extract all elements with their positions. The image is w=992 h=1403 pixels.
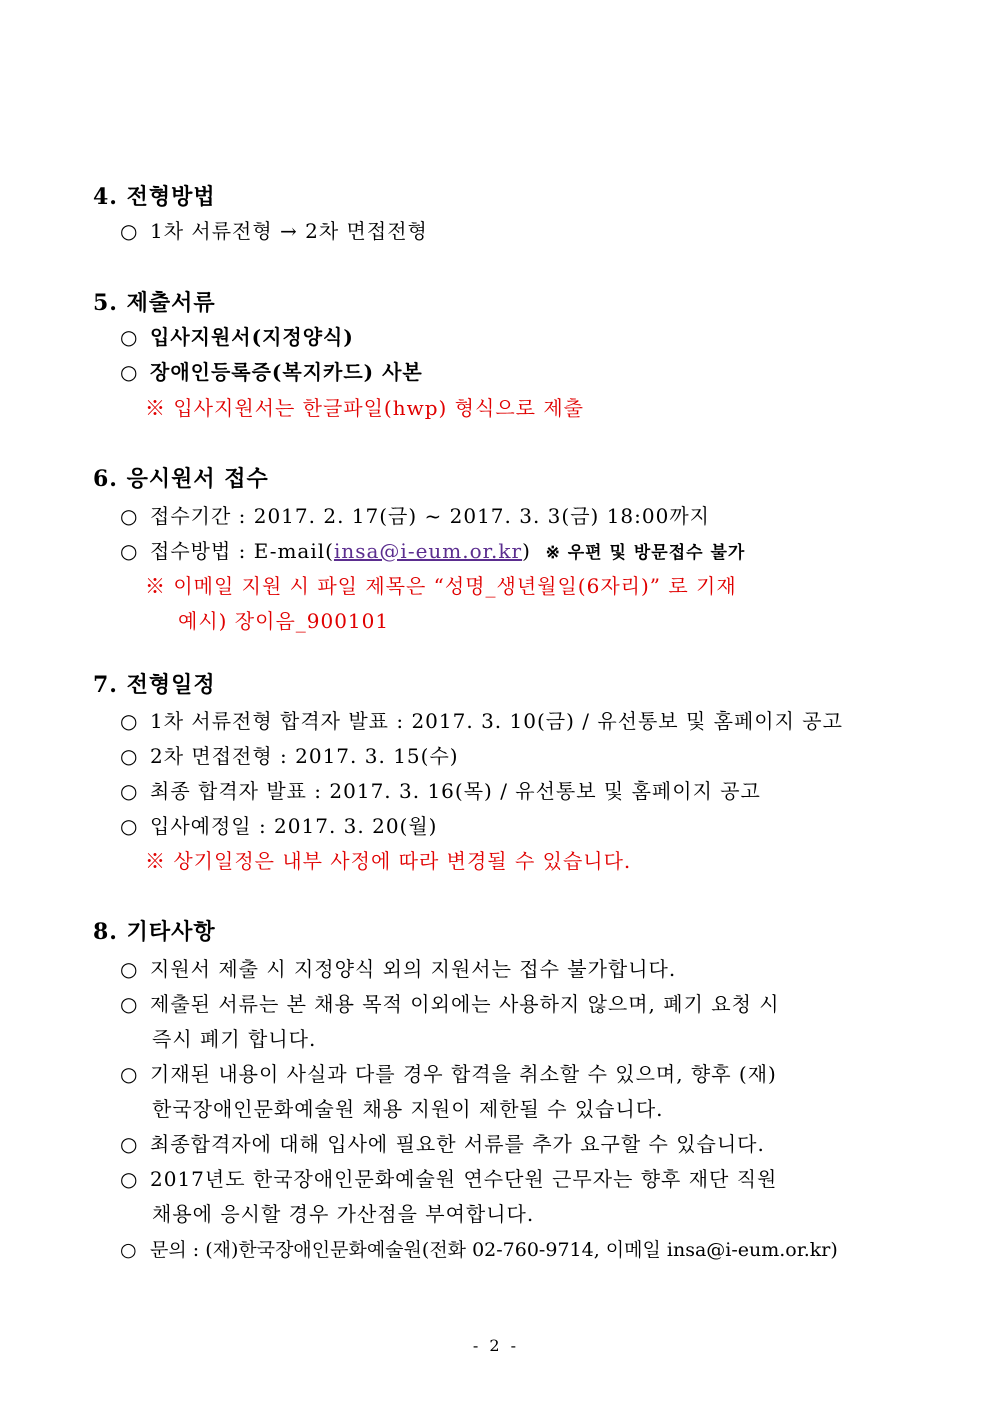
- email-link[interactable]: insa@i-eum.or.kr: [333, 539, 523, 563]
- section-8-item-1: ○ 지원서 제출 시 지정양식 외의 지원서는 접수 불가합니다.: [120, 957, 677, 981]
- section-6-period: ○ 접수기간 : 2017. 2. 17(금) ~ 2017. 3. 3(금) 18:00까지: [120, 504, 710, 528]
- bullet-icon: ○: [120, 1167, 139, 1191]
- section-7-item-start-date: ○ 입사예정일 : 2017. 3. 20(월): [120, 814, 438, 838]
- section-8-item-5-line2: 채용에 응시할 경우 가산점을 부여합니다.: [152, 1202, 535, 1226]
- section-7-item-final-result: ○ 최종 합격자 발표 : 2017. 3. 16(목) / 유선통보 및 홈페이지 공고: [120, 779, 761, 803]
- section-8-item-2-line1: ○ 제출된 서류는 본 채용 목적 이외에는 사용하지 않으며, 폐기 요청 시: [120, 992, 780, 1016]
- section-8-item-4: ○ 최종합격자에 대해 입사에 필요한 서류를 추가 요구할 수 있습니다.: [120, 1132, 765, 1156]
- bullet-icon: ○: [120, 744, 139, 768]
- section-8-title: 8. 기타사항: [93, 919, 216, 945]
- section-8-item-3-line2: 한국장애인문화예술원 채용 지원이 제한될 수 있습니다.: [152, 1097, 664, 1121]
- bullet-icon: ○: [120, 360, 139, 384]
- bullet-icon: ○: [120, 504, 139, 528]
- section-6-note-line2: 예시) 장이음_900101: [178, 609, 390, 633]
- section-7-item-interview: ○ 2차 면접전형 : 2017. 3. 15(수): [120, 744, 459, 768]
- section-7-title: 7. 전형일정: [93, 672, 216, 698]
- section-7-note: ※ 상기일정은 내부 사정에 따라 변경될 수 있습니다.: [145, 849, 632, 873]
- bullet-icon: ○: [120, 957, 139, 981]
- page-number: - 2 -: [472, 1336, 520, 1355]
- bullet-icon: ○: [120, 992, 139, 1016]
- section-5-note: ※ 입사지원서는 한글파일(hwp) 형식으로 제출: [145, 396, 584, 420]
- section-8-item-6: ○ 문의 : (재)한국장애인문화예술원(전화 02-760-9714, 이메일 insa@i-eum.or.kr): [120, 1239, 838, 1261]
- bullet-icon: ○: [120, 779, 139, 803]
- section-5-title: 5. 제출서류: [93, 290, 216, 316]
- section-6-method: ○ 접수방법 : E-mail(insa@i-eum.or.kr) ※ 우편 및 방문접수 불가: [120, 539, 746, 563]
- section-8-item-5-line1: ○ 2017년도 한국장애인문화예술원 연수단원 근무자는 향후 재단 직원: [120, 1167, 778, 1191]
- method-inline-note: ※ 우편 및 방문접수 불가: [545, 543, 746, 563]
- section-4-item: ○ 1차 서류전형 → 2차 면접전형: [120, 219, 428, 243]
- bullet-icon: ○: [120, 814, 139, 838]
- section-6-title: 6. 응시원서 접수: [93, 466, 269, 492]
- bullet-icon: ○: [120, 1239, 137, 1261]
- bullet-icon: ○: [120, 539, 139, 563]
- bullet-icon: ○: [120, 219, 139, 243]
- section-8-item-3-line1: ○ 기재된 내용이 사실과 다를 경우 합격을 취소할 수 있으며, 향후 (재): [120, 1062, 777, 1086]
- section-5-item-application: ○ 입사지원서(지정양식): [120, 325, 354, 349]
- section-4-title: 4. 전형방법: [93, 184, 216, 210]
- section-5-item-disability-card: ○ 장애인등록증(복지카드) 사본: [120, 360, 423, 384]
- section-6-note-line1: ※ 이메일 지원 시 파일 제목은 “성명_생년월일(6자리)” 로 기재: [145, 574, 737, 598]
- section-7-item-first-result: ○ 1차 서류전형 합격자 발표 : 2017. 3. 10(금) / 유선통보 및 홈페이지 공고: [120, 709, 843, 733]
- bullet-icon: ○: [120, 1062, 139, 1086]
- section-8-item-2-line2: 즉시 폐기 합니다.: [152, 1027, 317, 1051]
- bullet-icon: ○: [120, 325, 139, 349]
- bullet-icon: ○: [120, 1132, 139, 1156]
- bullet-icon: ○: [120, 709, 139, 733]
